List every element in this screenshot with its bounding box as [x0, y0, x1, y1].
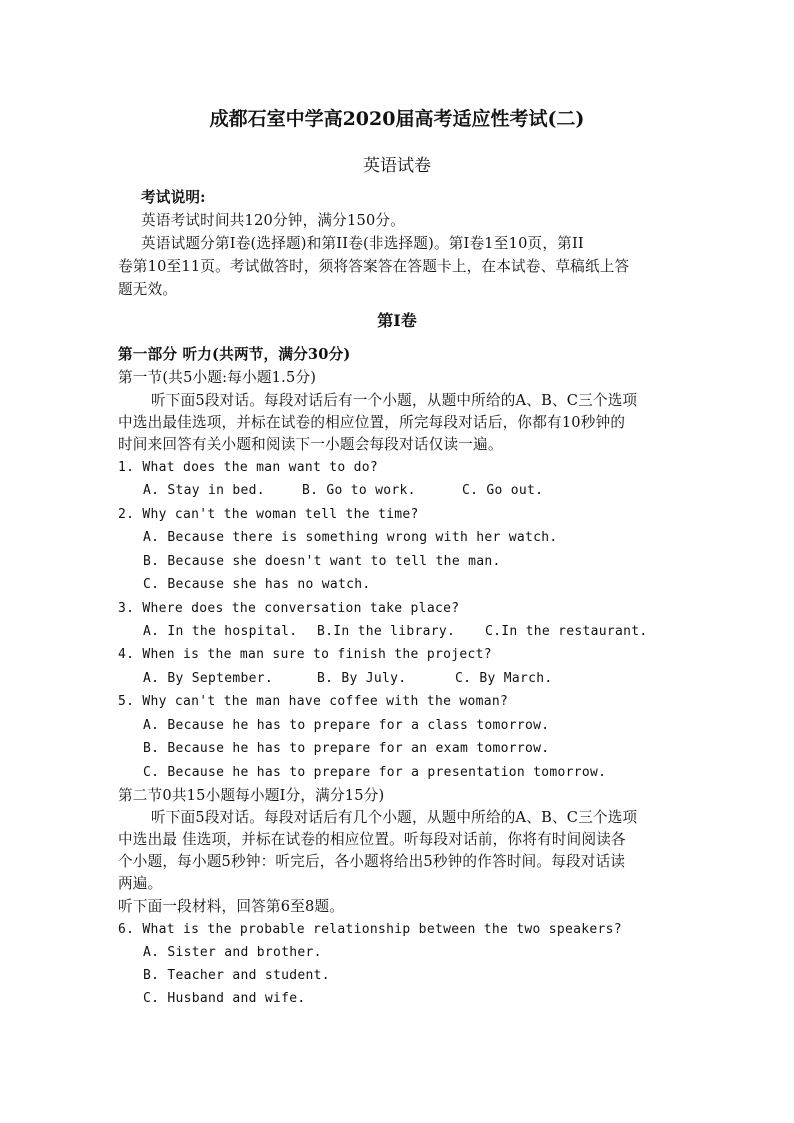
exam-subtitle: 英语试卷	[363, 156, 431, 176]
instructions-line-2a: 英语试题分第I卷(选择题)和第II卷(非选择题)。第I卷1至10页，第II	[141, 235, 584, 252]
question-5-stem: 5. Why can't the man have coffee with the woman?	[118, 694, 509, 709]
section-2-directions-1: 听下面5段对话。每段对话后有几个小题，从题中所给的A、B、C三个选项	[151, 809, 638, 826]
question-1-stem: 1. What does the man want to do?	[118, 460, 379, 475]
question-1-option-a: A. Stay in bed.	[143, 483, 265, 498]
section-2-directions-3: 个小题，每小题5秒钟：听完后，各小题将给出5秒钟的作答时间。每段对话读	[118, 853, 626, 870]
material-instruction: 听下面一段材料，回答第6至8题。	[118, 898, 345, 915]
question-1-option-c: C. Go out.	[462, 483, 544, 498]
question-6-option-c: C. Husband and wife.	[143, 991, 306, 1006]
instructions-line-2b: 卷第10至11页。考试做答时，须将答案答在答题卡上，在本试卷、草稿纸上答	[118, 258, 630, 275]
section-1-directions-1: 听下面5段对话。每段对话后有一个小题，从题中所给的A、B、C三个选项	[151, 392, 638, 409]
question-2-option-b: B. Because she doesn't want to tell the man.	[143, 554, 501, 569]
exam-title: 成都石室中学高2020届高考适应性考试(二)	[209, 108, 585, 130]
question-2-option-c: C. Because she has no watch.	[143, 577, 371, 592]
instructions-heading: 考试说明:	[141, 189, 206, 206]
instructions-line-2c: 题无效。	[118, 281, 178, 298]
section-1-directions-2: 中选出最佳选项，并标在试卷的相应位置，所完每段对话后，你都有10秒钟的	[118, 414, 626, 431]
section-1-directions-3: 时间来回答有关小题和阅读下一小题会每段对话仅读一遍。	[118, 436, 503, 453]
section-1-title: 第一节(共5小题:每小题1.5分)	[118, 369, 317, 386]
question-4-stem: 4. When is the man sure to finish the project?	[118, 647, 492, 662]
question-6-option-b: B. Teacher and student.	[143, 968, 330, 983]
question-3-option-b: B.In the library.	[317, 624, 456, 639]
volume-1-title: 第I卷	[377, 311, 417, 330]
question-4-option-b: B. By July.	[317, 671, 407, 686]
question-5-option-b: B. Because he has to prepare for an exam tomorrow.	[143, 741, 550, 756]
section-2-directions-2: 中选出最 佳选项，并标在试卷的相应位置。听每段对话前，你将有时间阅读各	[118, 831, 626, 848]
instructions-line-1: 英语考试时间共120分钟，满分150分。	[141, 212, 406, 229]
question-3-option-c: C.In the restaurant.	[485, 624, 648, 639]
question-1-option-b: B. Go to work.	[302, 483, 416, 498]
question-2-stem: 2. Why can't the woman tell the time?	[118, 507, 419, 522]
question-5-option-c: C. Because he has to prepare for a presentation tomorrow.	[143, 765, 607, 780]
question-2-option-a: A. Because there is something wrong with her watch.	[143, 530, 558, 545]
question-3-stem: 3. Where does the conversation take place?	[118, 601, 460, 616]
part-1-title: 第一部分 听力(共两节，满分30分)	[118, 346, 351, 363]
question-4-option-c: C. By March.	[455, 671, 553, 686]
question-3-option-a: A. In the hospital.	[143, 624, 298, 639]
section-2-title: 第二节0共15小题每小题I分，满分15分)	[118, 787, 385, 804]
question-5-option-a: A. Because he has to prepare for a class tomorrow.	[143, 718, 550, 733]
question-6-stem: 6. What is the probable relationship between the two speakers?	[118, 922, 622, 937]
section-2-directions-4: 两遍。	[118, 875, 163, 892]
question-6-option-a: A. Sister and brother.	[143, 945, 322, 960]
question-4-option-a: A. By September.	[143, 671, 274, 686]
